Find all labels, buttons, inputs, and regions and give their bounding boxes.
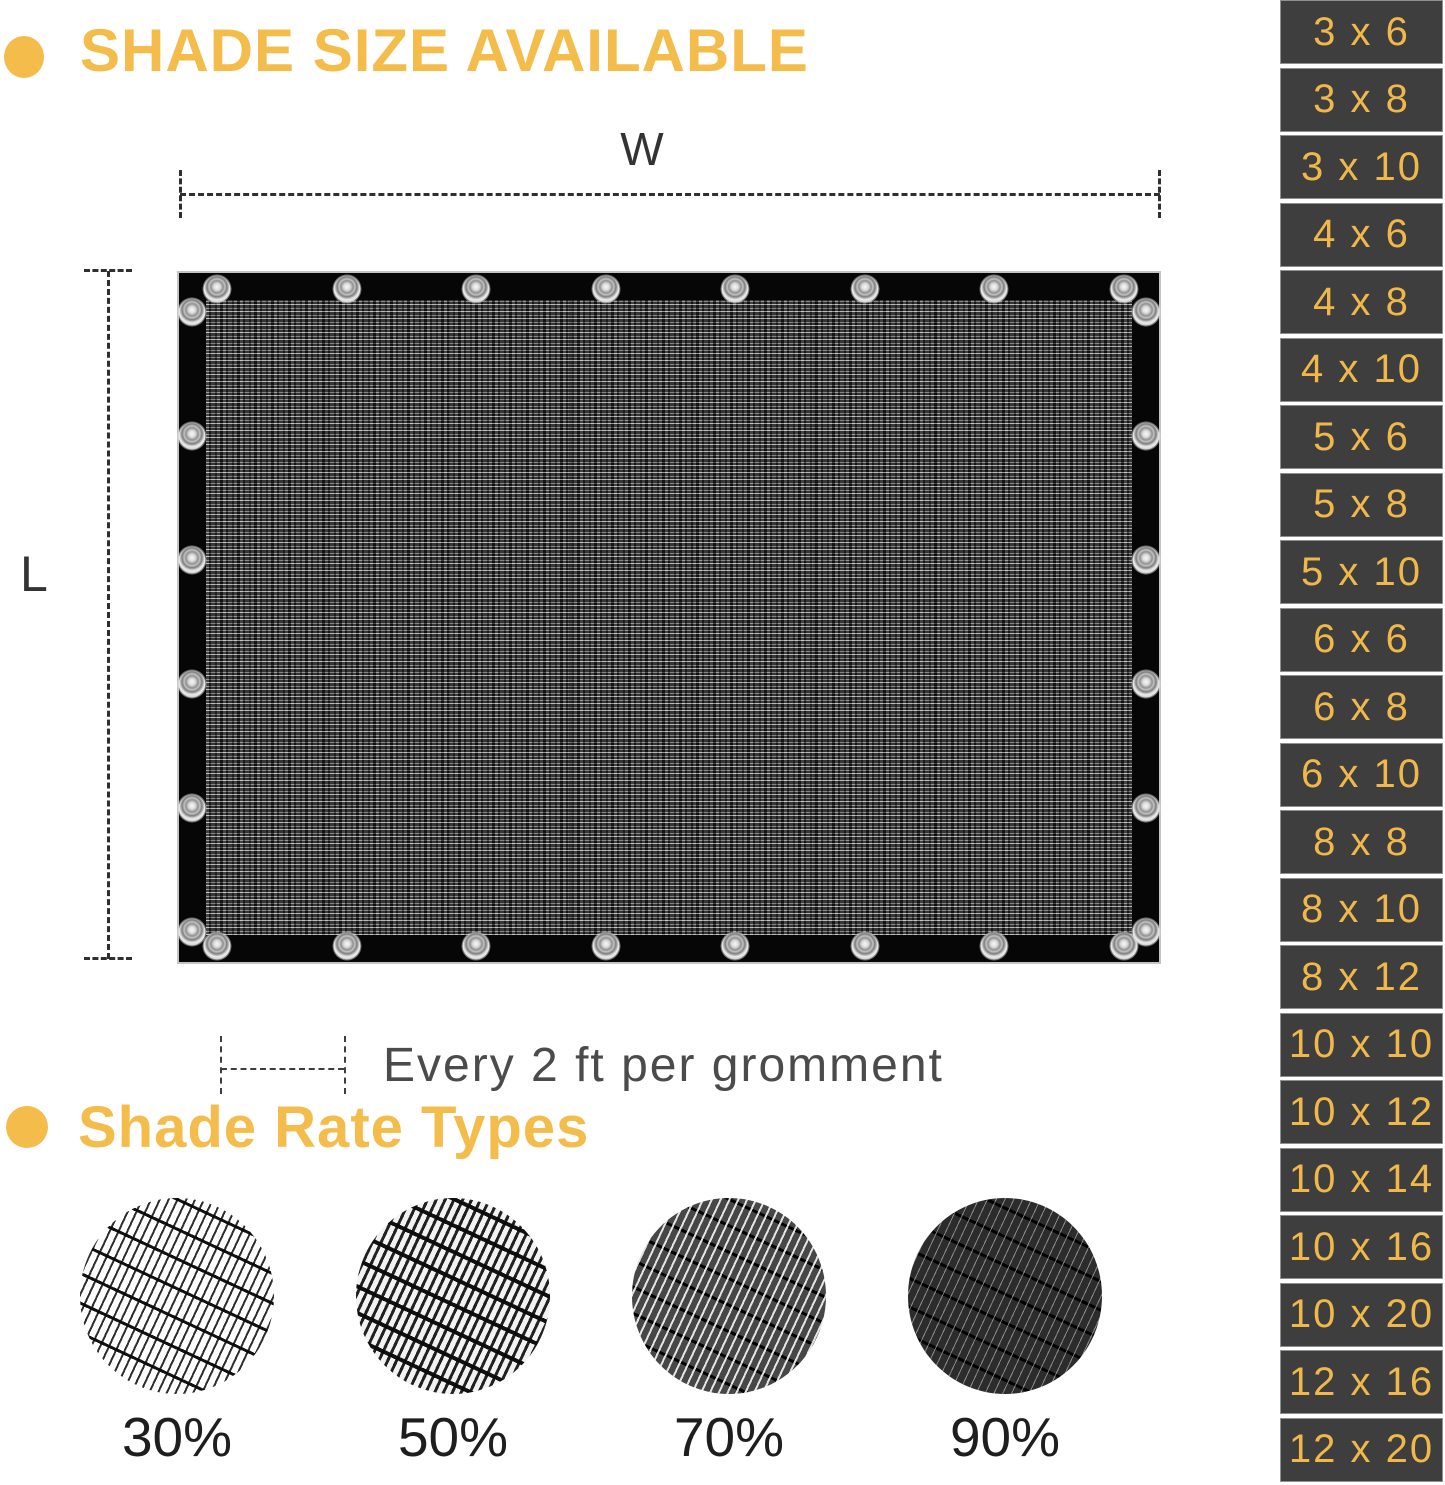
grommet-icon — [1133, 423, 1160, 450]
grommet-icon — [981, 933, 1008, 960]
grommet-icon — [851, 276, 878, 303]
size-option: 4 x 6 — [1280, 203, 1443, 267]
bullet-icon — [6, 1106, 48, 1148]
size-option: 10 x 20 — [1280, 1283, 1443, 1347]
shade-rate-percent: 30% — [121, 1406, 233, 1468]
size-option: 3 x 8 — [1280, 68, 1443, 132]
shade-rate-swatch — [908, 1198, 1102, 1394]
size-option: 8 x 12 — [1280, 945, 1443, 1009]
grommet-icon — [1111, 276, 1138, 303]
size-option: 3 x 6 — [1280, 0, 1443, 64]
size-option: 10 x 14 — [1280, 1148, 1443, 1212]
grommet-icon — [204, 276, 231, 303]
size-option: 5 x 8 — [1280, 473, 1443, 537]
grommet-icon — [981, 276, 1008, 303]
size-list — [1280, 0, 1443, 1485]
grommet-spacing-note: Every 2 ft per gromment — [383, 1039, 944, 1092]
grommet-icon — [204, 933, 231, 960]
grommet-icon — [722, 276, 749, 303]
shade-rate-swatch — [632, 1198, 826, 1394]
grommet-icon — [333, 933, 360, 960]
shade-rate-percent: 70% — [673, 1406, 785, 1468]
size-option: 6 x 6 — [1280, 608, 1443, 672]
grommet-icon — [179, 919, 206, 946]
width-dimension-label: W — [620, 123, 664, 175]
length-dimension-tick-bottom — [84, 957, 132, 960]
grommet-icon — [592, 933, 619, 960]
size-option: 3 x 10 — [1280, 135, 1443, 199]
shade-rate-swatch — [356, 1198, 550, 1394]
shade-rate-percent: 90% — [949, 1406, 1061, 1468]
width-dimension-tick-left — [179, 170, 182, 218]
width-dimension-tick-right — [1158, 170, 1161, 218]
shade-net-diagram — [179, 273, 1159, 962]
width-dimension-line — [180, 193, 1160, 196]
rate-section-title: Shade Rate Types — [78, 1095, 590, 1160]
length-dimension-label: L — [20, 546, 48, 602]
size-option: 8 x 8 — [1280, 810, 1443, 874]
shade-rate-percent: 50% — [397, 1406, 509, 1468]
grommet-icon — [722, 933, 749, 960]
grommet-spacing-tick-left — [220, 1036, 222, 1094]
grommet-icon — [179, 547, 206, 574]
grommet-icon — [179, 299, 206, 326]
size-option: 6 x 10 — [1280, 743, 1443, 807]
grommet-icon — [463, 933, 490, 960]
grommet-icon — [1133, 671, 1160, 698]
size-option: 10 x 10 — [1280, 1013, 1443, 1077]
size-option: 12 x 20 — [1280, 1418, 1443, 1482]
grommet-spacing-tick-right — [344, 1036, 346, 1094]
length-dimension-line — [107, 271, 110, 959]
size-option: 10 x 16 — [1280, 1215, 1443, 1279]
grommet-icon — [851, 933, 878, 960]
grommet-spacing-line — [221, 1068, 344, 1070]
shade-rate-swatch — [80, 1198, 274, 1394]
size-option: 12 x 16 — [1280, 1350, 1443, 1414]
grommet-icon — [1133, 919, 1160, 946]
grommet-icon — [463, 276, 490, 303]
size-option: 6 x 8 — [1280, 675, 1443, 739]
grommet-icon — [179, 671, 206, 698]
size-option: 5 x 10 — [1280, 540, 1443, 604]
grommet-icon — [179, 795, 206, 822]
grommet-icon — [1133, 547, 1160, 574]
grommet-icon — [333, 276, 360, 303]
size-option: 5 x 6 — [1280, 405, 1443, 469]
size-option: 8 x 10 — [1280, 878, 1443, 942]
size-option: 4 x 8 — [1280, 270, 1443, 334]
length-dimension-tick-top — [84, 269, 132, 272]
shade-net-mesh — [206, 300, 1132, 935]
grommet-icon — [179, 423, 206, 450]
size-option: 10 x 12 — [1280, 1080, 1443, 1144]
grommet-icon — [1133, 795, 1160, 822]
size-option: 4 x 10 — [1280, 338, 1443, 402]
grommet-icon — [1133, 299, 1160, 326]
bullet-icon — [4, 36, 44, 78]
size-section-title: SHADE SIZE AVAILABLE — [80, 17, 809, 84]
grommet-icon — [592, 276, 619, 303]
